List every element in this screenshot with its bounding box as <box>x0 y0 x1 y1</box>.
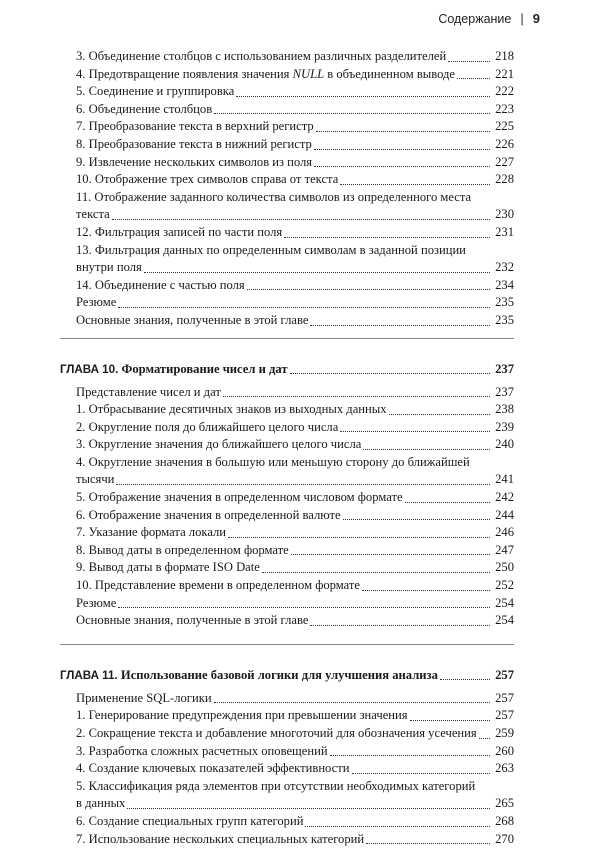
toc-entry-page: 246 <box>495 525 514 540</box>
toc-entry[interactable] <box>60 224 514 242</box>
toc-entry-page: 263 <box>495 761 514 776</box>
toc-entry-line <box>76 612 492 630</box>
toc-entry[interactable] <box>60 189 514 224</box>
toc-entry-line <box>76 707 492 725</box>
toc-entry[interactable] <box>60 831 514 848</box>
toc-entry[interactable] <box>60 312 514 330</box>
toc-entry-text: 2. Округление поля до ближайшего целого числа <box>76 419 339 434</box>
toc-entry[interactable] <box>60 813 514 831</box>
toc-entry-line <box>76 489 492 507</box>
header-section: Содержание <box>438 11 512 26</box>
toc-entry[interactable] <box>60 101 514 119</box>
toc-entry-page: 235 <box>495 312 514 327</box>
toc-entry-line <box>76 524 492 542</box>
toc-entry-page: 247 <box>495 542 514 557</box>
dot-leader <box>118 607 490 608</box>
toc-entry-page: 238 <box>495 402 514 417</box>
chapter-title: Использование базовой логики для улучшения анализа <box>120 667 438 682</box>
toc-entry-page: 252 <box>495 578 514 593</box>
toc-entry-text: 14. Объединение с частью поля <box>76 277 245 292</box>
toc-entry-line <box>76 171 492 189</box>
toc-entry-text-line1: 13. Фильтрация данных по определенным символам в заданной позиции <box>76 242 466 257</box>
toc-entry-text: 1. Отбрасывание десятичных знаков из выходных данных <box>76 402 387 417</box>
toc-entry[interactable] <box>60 384 514 402</box>
toc-entry-line <box>76 813 492 831</box>
toc-entry-text: 1. Генерирование предупреждения при превышении значения <box>76 708 408 723</box>
header-page-number: 9 <box>532 11 540 26</box>
dot-leader <box>236 96 490 97</box>
toc-entry-text: 2. Сокращение текста и добавление многоточий для обозначения усечения <box>76 726 477 740</box>
dot-leader <box>223 396 490 397</box>
toc-entry[interactable] <box>60 577 514 595</box>
toc-entry-line <box>76 401 492 419</box>
toc-entry-text: 4. Создание ключевых показателей эффективности <box>76 761 350 776</box>
toc-entry-page: 241 <box>495 472 514 487</box>
chapter-10-heading[interactable] <box>60 361 514 378</box>
toc-entry-page: 221 <box>495 66 514 81</box>
toc-entry-text-part: 4. Предотвращение появления значения <box>76 66 293 81</box>
toc-entry-text: 6. Отображение значения в определенной валюте <box>76 507 341 522</box>
toc-entry-page: 244 <box>495 507 514 522</box>
toc-entry-line <box>76 831 492 848</box>
toc-group-chapter-9 <box>60 48 514 330</box>
toc-entry[interactable] <box>60 507 514 525</box>
toc-entry-text-part: NULL <box>292 66 325 81</box>
dot-leader <box>116 484 490 485</box>
dot-leader <box>340 184 490 185</box>
toc-entry-text: Резюме <box>76 595 117 610</box>
toc-entry[interactable] <box>60 542 514 560</box>
toc-entry-line <box>76 384 492 402</box>
toc-group-chapter-10 <box>60 384 514 630</box>
toc-entry[interactable] <box>60 171 514 189</box>
toc-entry-text: 3. Разработка сложных расчетных оповещений <box>76 743 328 758</box>
toc-entry-page: 260 <box>495 743 514 758</box>
chapter-page: 257 <box>495 667 514 682</box>
toc-entry-page: 270 <box>495 831 514 846</box>
dot-leader <box>343 519 490 520</box>
toc-entry-line <box>76 136 492 154</box>
toc-entry-text-line2: текста <box>76 207 110 222</box>
dot-leader <box>214 702 490 703</box>
toc-entry-text: Представление чисел и дат <box>76 384 221 399</box>
toc-entry-page: 230 <box>495 207 514 222</box>
toc-entry-line <box>76 66 492 84</box>
toc-entry-page: 250 <box>495 560 514 575</box>
toc-entry-line <box>76 436 492 454</box>
running-header <box>438 11 540 26</box>
dot-leader <box>310 325 490 326</box>
dot-leader <box>363 449 490 450</box>
toc-entry-text: 7. Преобразование текста в верхний регистр <box>76 119 314 134</box>
dot-leader <box>457 78 490 79</box>
toc-entry-page: 225 <box>495 119 514 134</box>
toc-entry[interactable] <box>60 242 514 277</box>
toc-entry-line <box>76 559 492 577</box>
dot-leader <box>410 720 490 721</box>
chapter-page: 237 <box>495 361 514 376</box>
dot-leader <box>290 373 490 374</box>
toc-entry-text: 5. Отображение значения в определенном числовом формате <box>76 490 403 505</box>
toc-entry-page: 235 <box>495 295 514 310</box>
toc-entry-text-line2: в данных <box>76 796 126 811</box>
toc-entry[interactable] <box>60 277 514 295</box>
toc-entry-page: 218 <box>495 49 514 63</box>
toc-entry-page: 226 <box>495 136 514 151</box>
dot-leader <box>262 572 490 573</box>
dot-leader <box>389 414 490 415</box>
dot-leader <box>366 843 490 844</box>
toc-entry-line <box>76 725 492 743</box>
toc-entry[interactable] <box>60 778 514 813</box>
toc-entry[interactable] <box>60 419 514 437</box>
toc-entry[interactable] <box>60 401 514 419</box>
toc-entry-line <box>76 118 492 136</box>
toc-entry-line2 <box>76 259 492 277</box>
dot-leader <box>362 590 490 591</box>
toc-entry-text-line1: 11. Отображение заданного количества символов из определенного места <box>76 189 472 204</box>
divider <box>60 338 514 339</box>
dot-leader <box>112 219 490 220</box>
toc-entry[interactable] <box>60 559 514 577</box>
toc-entry-text-line2: тысячи <box>76 472 115 487</box>
toc-entry-line <box>76 294 492 312</box>
toc-entry-page: 237 <box>495 384 514 399</box>
dot-leader <box>284 237 490 238</box>
toc-entry-page: 254 <box>495 613 514 628</box>
dot-leader <box>352 773 490 774</box>
dot-leader <box>479 738 490 739</box>
toc-group-chapter-11 <box>60 690 514 848</box>
toc-entry-line <box>76 312 492 330</box>
chapter-title: Форматирование чисел и дат <box>121 361 288 376</box>
toc-entry-line <box>76 154 492 172</box>
toc-entry-line2 <box>76 471 492 489</box>
toc-entry-line <box>76 743 492 761</box>
divider <box>60 644 514 645</box>
dot-leader <box>247 289 490 290</box>
toc-entry[interactable] <box>60 154 514 172</box>
toc-entry-line2 <box>76 206 492 224</box>
toc-entry-page: 234 <box>495 277 514 292</box>
dot-leader <box>314 166 490 167</box>
toc-entry-text: 10. Представление времени в определенном формате <box>76 578 361 593</box>
toc-entry-page: 259 <box>495 726 514 740</box>
toc-entry[interactable] <box>60 436 514 454</box>
toc-entry-text: 5. Соединение и группировка <box>76 84 235 99</box>
toc-entry-text-line1: 4. Округление значения в большую или меньшую сторону до ближайшей <box>76 454 470 469</box>
toc-entry-line <box>76 542 492 560</box>
toc-entry-text: Применение SQL-логики <box>76 690 212 705</box>
dot-leader <box>118 307 490 308</box>
toc-entry[interactable] <box>60 489 514 507</box>
dot-leader <box>340 431 490 432</box>
toc-entry-page: 257 <box>495 690 514 705</box>
dot-leader <box>314 149 490 150</box>
dot-leader <box>291 554 490 555</box>
toc-entry[interactable] <box>60 760 514 778</box>
toc-entry-page: 232 <box>495 260 514 275</box>
toc-entry-text: 10. Отображение трех символов справа от текста <box>76 172 339 187</box>
toc-entry-text: 3. Округление значения до ближайшего целого числа <box>76 437 362 452</box>
chapter-11-heading[interactable] <box>60 667 514 684</box>
toc-entry-text: 8. Преобразование текста в нижний регистр <box>76 136 312 151</box>
toc-entry-text: Основные знания, полученные в этой главе <box>76 613 309 628</box>
toc-entry-page: 242 <box>495 490 514 505</box>
toc-entry[interactable] <box>60 48 514 66</box>
toc-entry-line <box>76 577 492 595</box>
toc-entry-line2 <box>76 795 492 813</box>
toc-entry-page: 268 <box>495 813 514 828</box>
dot-leader <box>127 808 490 809</box>
chapter-label: ГЛАВА 10. <box>60 362 119 376</box>
dot-leader <box>440 679 490 680</box>
toc-entry[interactable] <box>60 83 514 101</box>
toc-entry-text: 12. Фильтрация записей по части поля <box>76 224 283 239</box>
toc-entry-text-line2: внутри поля <box>76 260 142 275</box>
toc-entry-page: 254 <box>495 595 514 610</box>
toc-entry-text <box>76 66 455 84</box>
toc-entry-page: 265 <box>495 796 514 811</box>
toc-entry-text: 6. Создание специальных групп категорий <box>76 813 304 828</box>
toc-entry-text-part: в объединенном выводе <box>324 66 456 81</box>
toc-entry[interactable] <box>60 725 514 743</box>
toc-entry-line <box>76 277 492 295</box>
toc-entry[interactable] <box>60 743 514 761</box>
toc-entry-line <box>76 48 492 66</box>
toc-entry-text: Резюме <box>76 295 117 310</box>
toc-entry-text-line1: 5. Классификация ряда элементов при отсутствии необходимых категорий <box>76 778 476 793</box>
toc-entry[interactable] <box>60 595 514 613</box>
toc-entry-line <box>76 595 492 613</box>
toc-entry-line <box>76 690 492 708</box>
dot-leader <box>316 131 490 132</box>
toc-entry-page: 228 <box>495 172 514 187</box>
toc-entry-line <box>76 83 492 101</box>
dot-leader <box>214 113 490 114</box>
toc-entry-page: 223 <box>495 101 514 116</box>
toc-entry-text: 9. Вывод даты в формате ISO Date <box>76 560 260 575</box>
dot-leader <box>305 826 490 827</box>
toc-entry-page: 239 <box>495 419 514 434</box>
toc-entry-text: 7. Использование нескольких специальных категорий <box>76 831 365 846</box>
toc-entry-page: 227 <box>495 154 514 169</box>
dot-leader <box>228 537 490 538</box>
toc-entry-text: Основные знания, полученные в этой главе <box>76 312 309 327</box>
dot-leader <box>144 272 490 273</box>
toc-entry-page: 257 <box>495 708 514 723</box>
chapter-label: ГЛАВА 11. <box>60 668 118 682</box>
dot-leader <box>330 755 490 756</box>
toc-entry[interactable] <box>60 136 514 154</box>
table-of-contents <box>60 48 514 848</box>
toc-entry-text: 9. Извлечение нескольких символов из поля <box>76 154 313 169</box>
toc-entry[interactable] <box>60 454 514 489</box>
toc-entry-line <box>76 419 492 437</box>
dot-leader <box>405 502 490 503</box>
toc-entry-line <box>76 760 492 778</box>
toc-entry[interactable] <box>60 294 514 312</box>
toc-entry-page: 222 <box>495 84 514 99</box>
toc-entry-line <box>76 101 492 119</box>
toc-entry[interactable] <box>60 118 514 136</box>
toc-entry[interactable] <box>60 66 514 84</box>
dot-leader <box>448 61 490 62</box>
dot-leader <box>310 625 490 626</box>
toc-entry-page: 231 <box>495 224 514 239</box>
toc-entry[interactable] <box>60 612 514 630</box>
toc-entry[interactable] <box>60 524 514 542</box>
toc-entry-text: 7. Указание формата локали <box>76 525 227 540</box>
toc-entry-page: 240 <box>495 437 514 452</box>
header-separator: | <box>520 11 524 26</box>
toc-entry[interactable] <box>60 690 514 708</box>
toc-entry-text: 6. Объединение столбцов <box>76 101 213 116</box>
toc-entry[interactable] <box>60 707 514 725</box>
toc-entry-line <box>76 224 492 242</box>
toc-entry-line <box>76 507 492 525</box>
toc-entry-text: 8. Вывод даты в определенном формате <box>76 542 289 557</box>
toc-entry-text: 3. Объединение столбцов с использованием различных разделителей <box>76 49 447 63</box>
